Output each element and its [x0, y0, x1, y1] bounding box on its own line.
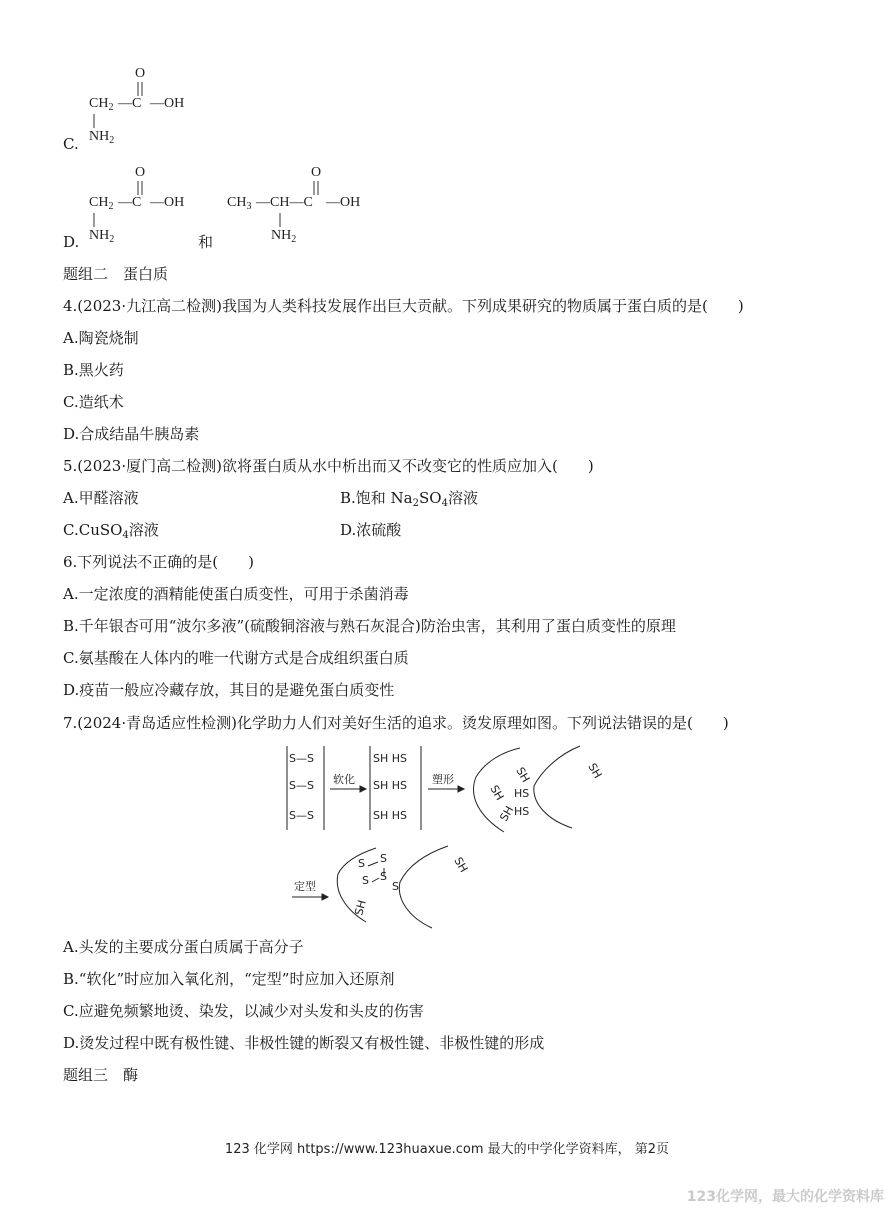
- thiol-label: HS: [514, 805, 530, 818]
- q6-option-d: D.疫苗一般应冷藏存放，其目的是避免蛋白质变性: [63, 681, 395, 699]
- thiol-label: SH: [487, 783, 507, 803]
- thiol-label: SH: [585, 761, 605, 781]
- hydroxyl-group: —OH: [150, 96, 185, 111]
- perm-principle-diagram: [280, 742, 630, 932]
- thiol-label: SH: [352, 898, 369, 917]
- question-5-stem: 5.(2023·厦门高二检测)欲将蛋白质从水中析出而又不改变它的性质应加入( ): [63, 457, 594, 475]
- q5-option-d: D.浓硫酸: [340, 521, 402, 539]
- amino-group: $NH_2$: [271, 228, 297, 245]
- disulfide-bond-label: S—S: [289, 779, 314, 792]
- hydroxyl-group: —OH: [150, 195, 185, 210]
- oxygen-label: O: [135, 165, 146, 180]
- q4-option-d: D.合成结晶牛胰岛素: [63, 425, 200, 443]
- amino-group: $NH_2$: [89, 228, 115, 245]
- option-c-label: C.: [63, 135, 79, 153]
- thiol-label: SH: [451, 855, 471, 875]
- soften-label: 软化: [333, 773, 355, 786]
- page-footer: 123 化学网 https://www.123huaxue.com 最大的中学化学资料库， 第2页: [224, 1142, 670, 1157]
- q7-option-a: A.头发的主要成分蛋白质属于高分子: [63, 938, 304, 956]
- question-6-stem: 6.下列说法不正确的是( ): [63, 553, 255, 571]
- sulfur-label: S: [392, 880, 399, 893]
- ch-carbon-chain: —CH—C: [256, 195, 313, 210]
- sulfur-label: S: [358, 857, 365, 870]
- q6-option-a: A.一定浓度的酒精能使蛋白质变性，可用于杀菌消毒: [63, 585, 409, 603]
- ch2-group: $CH_2$: [89, 96, 114, 113]
- thiol-label: SH: [513, 765, 533, 785]
- sulfur-label: S: [362, 874, 369, 887]
- q4-option-b: B.黑火药: [63, 361, 124, 379]
- disulfide-bond-label: S—S: [289, 809, 314, 822]
- q7-option-d: D.烫发过程中既有极性键、非极性键的断裂又有极性键、非极性键的形成: [63, 1034, 545, 1052]
- oxygen-label: O: [311, 165, 322, 180]
- shape-label: 塑形: [432, 773, 454, 786]
- bond-line-icon: [92, 114, 98, 130]
- oxygen-label: O: [135, 66, 146, 81]
- thiol-pair-label: SH HS: [373, 809, 408, 822]
- ch3-group: $CH_3$: [227, 195, 252, 212]
- hydroxyl-group: —OH: [326, 195, 361, 210]
- ch2-group: $CH_2$: [89, 195, 114, 212]
- q7-option-b: B.“软化”时应加入氧化剂，“定型”时应加入还原剂: [63, 970, 395, 988]
- thiol-label: SH: [497, 803, 517, 824]
- sulfur-label: S: [380, 852, 387, 865]
- question-4-stem: 4.(2023·九江高二检测)我国为人类科技发展作出巨大贡献。下列成果研究的物质属于蛋白质的是( ): [63, 297, 744, 315]
- q5-option-a: A.甲醛溶液: [63, 489, 139, 507]
- q5-option-c: C.CuSO$_4$溶液: [63, 521, 159, 541]
- carbonyl-carbon: —C: [118, 195, 142, 210]
- connector-text: 和: [198, 233, 214, 251]
- q4-option-a: A.陶瓷烧制: [63, 329, 139, 347]
- group-two-title: 题组二 蛋白质: [63, 265, 169, 283]
- carbonyl-carbon: —C: [118, 96, 142, 111]
- q5-option-b: B.饱和 $Na_2SO_4$溶液: [340, 489, 478, 509]
- question-7-stem: 7.(2024·青岛适应性检测)化学助力人们对美好生活的追求。烫发原理如图。下列说法错误的是( ): [63, 714, 729, 732]
- sulfur-label: S: [380, 870, 387, 883]
- amino-group: $NH_2$: [89, 129, 115, 146]
- option-d-label: D.: [63, 233, 80, 251]
- thiol-pair-label: SH HS: [373, 779, 408, 792]
- q4-option-c: C.造纸术: [63, 393, 124, 411]
- bond-line-icon: [92, 213, 98, 229]
- thiol-pair-label: SH HS: [373, 752, 408, 765]
- bond-line-icon: [278, 213, 284, 229]
- group-three-title: 题组三 酶: [63, 1066, 139, 1084]
- set-label: 定型: [294, 880, 316, 893]
- thiol-label: HS: [514, 787, 530, 800]
- q7-option-c: C.应避免频繁地烫、染发，以减少对头发和头皮的伤害: [63, 1002, 424, 1020]
- disulfide-bond-label: S—S: [289, 752, 314, 765]
- q6-option-c: C.氨基酸在人体内的唯一代谢方式是合成组织蛋白质: [63, 649, 409, 667]
- watermark: 123化学网，最大的化学资料库: [686, 1189, 884, 1205]
- q6-option-b: B.千年银杏可用“波尔多液”(硫酸铜溶液与熟石灰混合)防治虫害，其利用了蛋白质变性的原理: [63, 617, 676, 635]
